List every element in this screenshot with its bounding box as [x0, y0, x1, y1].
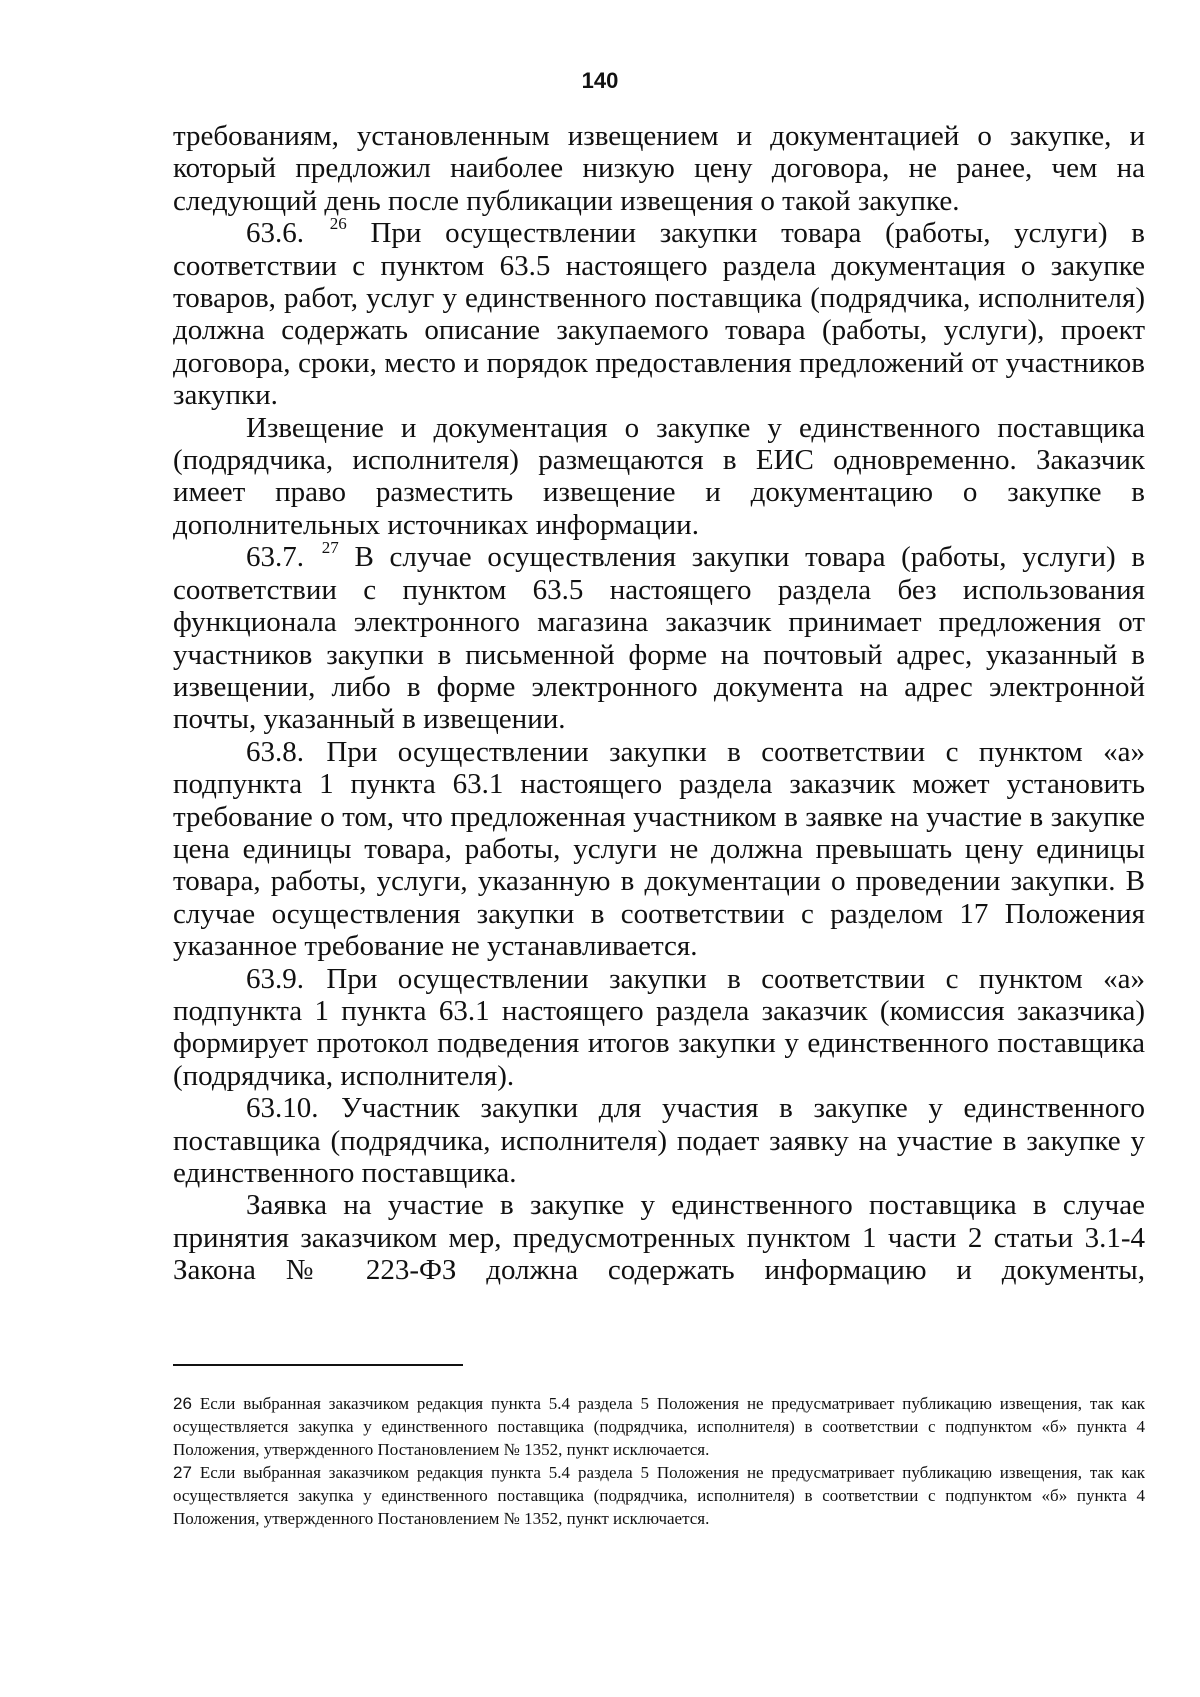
- paragraph-text: требованиям, установленным извещением и документацией о закупке, и который предложил наиболее низкую цену договора, не ранее, чем на следующий день после публикации извещения о такой закупке.: [173, 120, 1145, 217]
- paragraph-63-9: [173, 963, 1145, 1093]
- paragraph-text: При осуществлении закупки товара (работы, услуги) в соответствии с пунктом 63.5 настоящего раздела документация о закупке товаров, работ, услуг у единственного поставщика (подрядчика, исполнителя) должна содержать описание закупаемого товара (работы, услуги), проект договора, сроки, место и порядок предоставления предложений от участников закупки.: [173, 217, 1145, 412]
- clause-number: 63.9.: [246, 962, 304, 995]
- paragraph-text: Извещение и документация о закупке у единственного поставщика (подрядчика, исполнителя) размещаются в ЕИС одновременно. Заказчик имеет право разместить извещение и документацию о закупке в дополнительных источниках информации.: [173, 411, 1145, 541]
- paragraph-text: Заявка на участие в закупке у единственного поставщика в случае принятия заказчиком мер, предусмотренных пунктом 1 части 2 статьи 3.1-4 Закона № 223-ФЗ должна содержать информацию и документы,: [173, 1189, 1145, 1287]
- paragraph-continuation: [173, 120, 1145, 217]
- footnote-number: 26: [173, 1394, 192, 1413]
- footnote-text: Если выбранная заказчиком редакция пункта 5.4 раздела 5 Положения не предусматривает публикацию извещения, так как осуществляется закупка у единственного поставщика (подрядчика, исполнителя) в соответствии с подпунктом «б» пункта 4 Положения, утвержденного Постановлением № 1352, пункт исключается.: [173, 1463, 1145, 1528]
- clause-number: 63.8.: [246, 735, 304, 768]
- paragraph-63-7: [173, 537, 1146, 736]
- main-text: [173, 120, 1145, 1287]
- paragraph-application: [173, 1189, 1145, 1286]
- page-number: 140: [581, 68, 619, 93]
- footnotes: [173, 1392, 1145, 1530]
- paragraph-63-8: [173, 736, 1145, 963]
- paragraph-text: При осуществлении закупки в соответствии с пунктом «а» подпункта 1 пункта 63.1 настоящего раздела заказчик (комиссия заказчика) формирует протокол подведения итогов закупки у единственного поставщика (подрядчика, исполнителя).: [173, 962, 1145, 1092]
- clause-number: 63.10.: [246, 1092, 319, 1125]
- footnote-ref-26: 26: [329, 213, 347, 233]
- clause-number: 63.6.: [246, 217, 304, 250]
- footnote-number: 27: [173, 1463, 192, 1482]
- paragraph-63-10: [173, 1092, 1145, 1189]
- footnote-26: [173, 1392, 1145, 1461]
- clause-number: 63.7.: [246, 541, 304, 574]
- paragraph-text: При осуществлении закупки в соответствии с пунктом «а» подпункта 1 пункта 63.1 настоящего раздела заказчик может установить требование о том, что предложенная участником в заявке на участие в закупке цена единицы товара, работы, услуги не должна превышать цену единицы товара, работы, услуги, указанную в документации о проведении закупки. В случае осуществления закупки в соответствии с разделом 17 Положения указанное требование не устанавливается.: [173, 735, 1145, 963]
- paragraph-notice: [173, 412, 1145, 542]
- footnote-text: Если выбранная заказчиком редакция пункта 5.4 раздела 5 Положения не предусматривает публикацию извещения, так как осуществляется закупка у единственного поставщика (подрядчика, исполнителя) в соответствии с подпунктом «б» пункта 4 Положения, утвержденного Постановлением № 1352, пункт исключается.: [173, 1394, 1145, 1459]
- paragraph-text: Участник закупки для участия в закупке у единственного поставщика (подрядчика, исполнителя) подает заявку на участие в закупке у единственного поставщика.: [173, 1092, 1145, 1189]
- paragraph-text: В случае осуществления закупки товара (работы, услуги) в соответствии с пунктом 63.5 настоящего раздела без использования функционала электронного магазина заказчик принимает предложения от участников закупки в письменной форме на почтовый адрес, указанный в извещении, либо в форме электронного документа на адрес электронной почты, указанный в извещении.: [173, 541, 1146, 736]
- footnote-separator: [173, 1364, 463, 1366]
- paragraph-63-6: [173, 213, 1145, 412]
- footnote-27: [173, 1461, 1145, 1530]
- footnote-ref-27: 27: [321, 537, 339, 557]
